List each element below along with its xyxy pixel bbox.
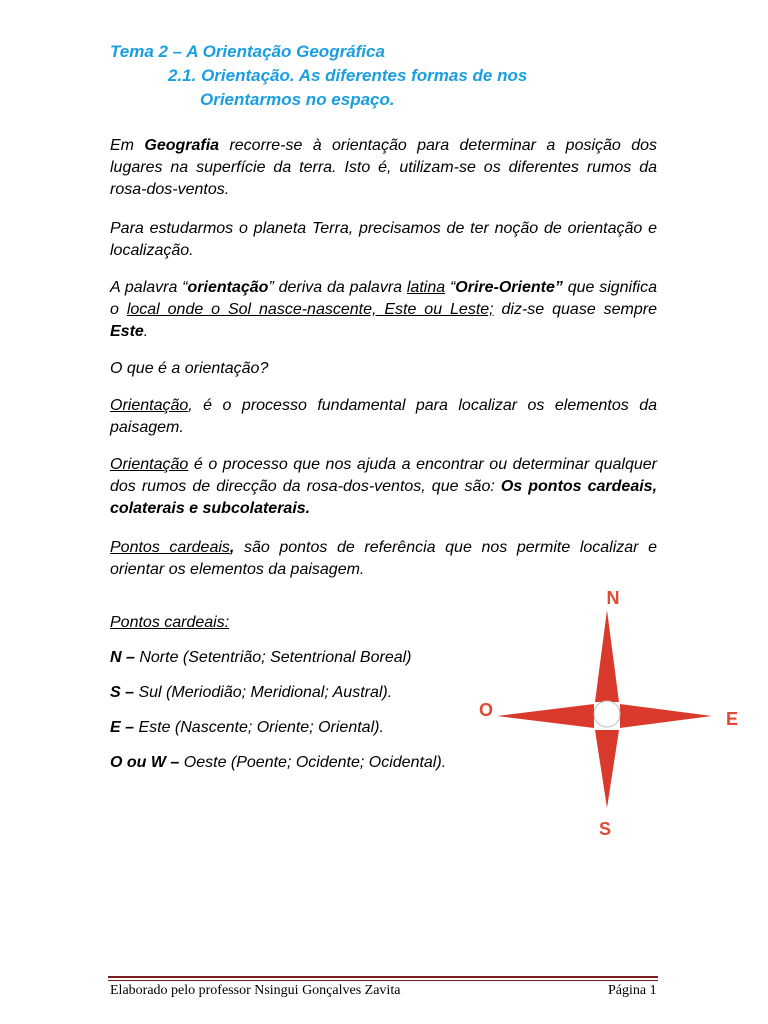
underlined-term: Pontos cardeais — [110, 539, 230, 556]
bold-phrase: Os pontos cardeais, colaterais e subcolaterais. — [110, 478, 658, 517]
text: ” deriva da palavra — [268, 279, 407, 296]
section-title: 2.1. Orientação. As diferentes formas de nos — [168, 66, 528, 85]
paragraph-pontos-cardeais — [110, 537, 657, 581]
bold-term: Geografia — [144, 137, 220, 154]
document-title: Tema 2 – A Orientação Geográfica — [110, 42, 385, 61]
footer-author: Elaborado pelo professor Nsingui Gonçalves Zavita — [110, 983, 401, 998]
text: Em — [110, 137, 145, 154]
list-key: S – — [110, 684, 135, 701]
footer-divider-thin — [108, 980, 658, 981]
text: A palavra “ — [110, 279, 188, 296]
bold-term: orientação — [187, 279, 269, 296]
list-item — [110, 717, 384, 739]
text: diz-se quase sempre — [493, 301, 657, 318]
list-item — [110, 752, 446, 774]
north-arm — [595, 610, 619, 702]
compass-center — [594, 701, 620, 727]
list-key: E – — [110, 719, 135, 736]
underlined-term: Orientação — [110, 456, 189, 473]
list-key: N – — [110, 649, 135, 666]
list-heading: Pontos cardeais: — [110, 614, 230, 631]
list-text: Sul (Meriodião; Meridional; Austral). — [134, 684, 393, 701]
paragraph-definicao-2 — [110, 454, 657, 520]
bold-term: Orire-Oriente” — [455, 279, 563, 296]
text: . — [143, 323, 149, 340]
list-item — [110, 682, 392, 704]
underlined-term: Orientação — [110, 397, 189, 414]
paragraph-geografia — [110, 135, 657, 201]
compass-label-south: S — [598, 819, 612, 839]
section-title-continued: Orientarmos no espaço. — [200, 90, 395, 109]
text: “ — [445, 279, 456, 296]
text: , é o processo fundamental para localizar os elementos da paisagem. — [110, 397, 657, 436]
list-text: Norte (Setentrião; Setentrional Boreal) — [134, 649, 412, 666]
compass-rose — [470, 580, 750, 860]
compass-label-north: N — [606, 588, 620, 608]
list-text: Oeste (Poente; Ocidente; Ocidental). — [179, 754, 447, 771]
paragraph-definicao-1 — [110, 395, 657, 439]
footer-page-number: Página 1 — [608, 983, 657, 998]
compass-label-east: E — [725, 709, 739, 729]
paragraph-planeta: Para estudarmos o planeta Terra, precisamos de ter noção de orientação e localização. — [110, 220, 657, 259]
text: é o processo que nos ajuda a encontrar ou determinar qualquer dos rumos de direcção da rosa-dos-ventos, que são: — [110, 456, 657, 495]
list-item — [110, 647, 412, 669]
bold-term: Este — [110, 323, 144, 340]
underlined-phrase: local onde o Sol nasce-nascente, Este ou Leste; — [126, 301, 494, 318]
list-text: Este (Nascente; Oriente; Oriental). — [134, 719, 384, 736]
south-arm — [595, 730, 619, 808]
footer-divider — [108, 976, 658, 978]
list-key: O ou W – — [110, 754, 180, 771]
paragraph-palavra-orientacao — [110, 277, 657, 343]
underlined-term: latina — [406, 279, 446, 296]
text: recorre-se à orientação para determinar a posição dos lugares na superfície da terra. Isto é, utilizam-se os diferentes rumos da rosa-dos-ventos. — [110, 137, 657, 198]
west-arm — [497, 704, 594, 728]
text: que significa o — [110, 279, 658, 318]
question-line: O que é a orientação? — [110, 360, 269, 377]
text: são pontos de referência que nos permite localizar e orientar os elementos da paisagem. — [110, 539, 658, 578]
bold-comma: , — [229, 539, 235, 556]
east-arm — [620, 704, 712, 728]
compass-label-west: O — [478, 700, 494, 720]
